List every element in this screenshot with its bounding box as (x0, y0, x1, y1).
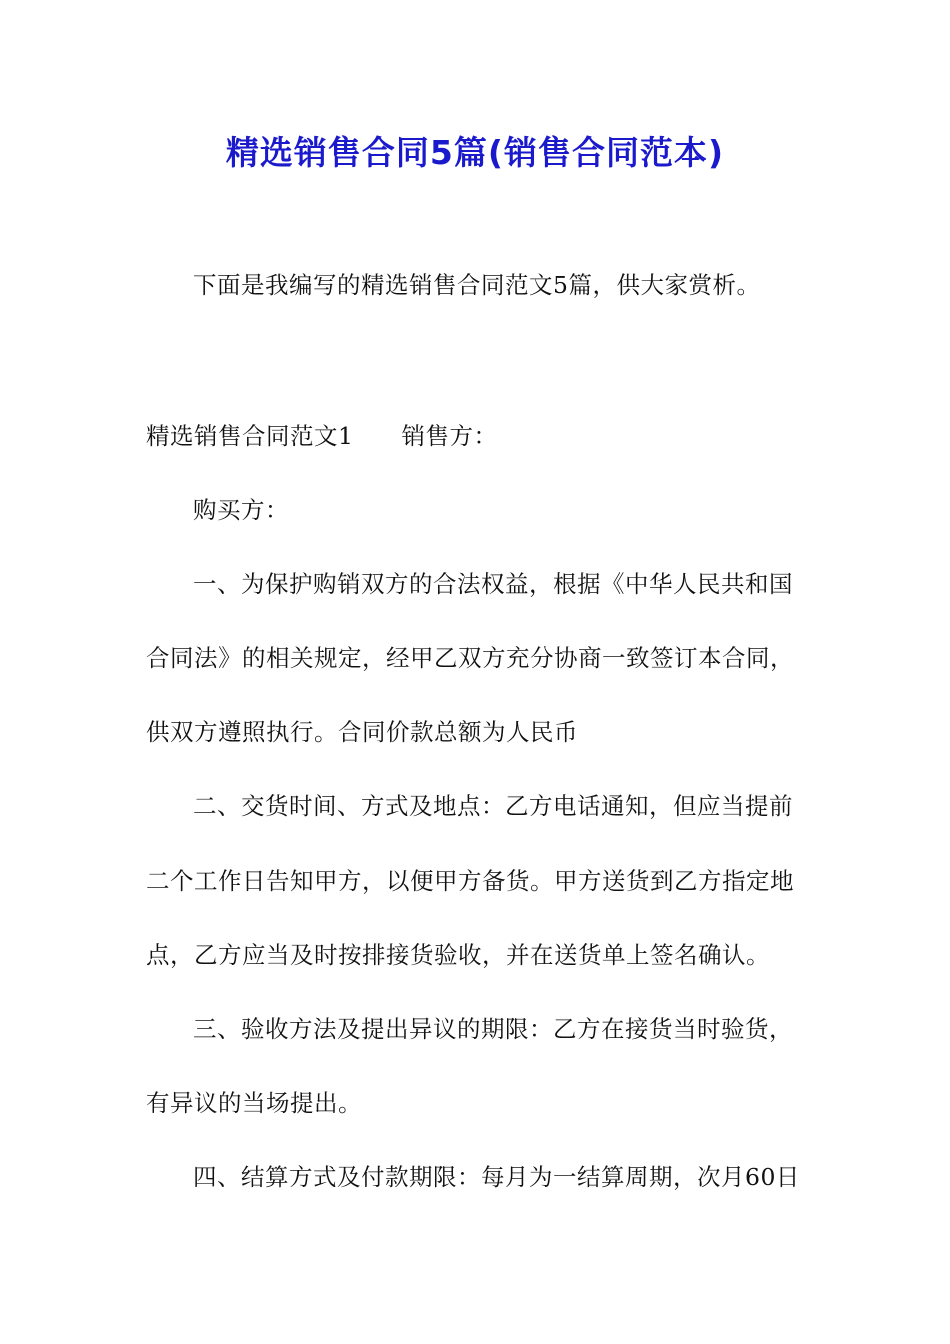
section-heading-line (146, 416, 806, 456)
text-line-7: 三、验收方法及提出异议的期限：乙方在接货当时验货， (193, 1015, 793, 1043)
document-title: 精选销售合同5篇(销售合同范本) (225, 133, 725, 172)
text-line-6: 点，乙方应当及时按排接货验收，并在送货单上签名确认。 (146, 941, 770, 969)
seller-label: 销售方： (401, 422, 498, 450)
text-line-5: 二个工作日告知甲方，以便甲方备货。甲方送货到乙方指定地 (146, 867, 794, 895)
text-line-3: 供双方遵照执行。合同价款总额为人民币 (146, 718, 578, 746)
text-line-8: 有异议的当场提出。 (146, 1089, 362, 1117)
text-line-4: 二、交货时间、方式及地点：乙方电话通知，但应当提前 (193, 792, 793, 820)
text-line-2: 合同法》的相关规定，经甲乙双方充分协商一致签订本合同， (146, 644, 794, 672)
text-line-9: 四、结算方式及付款期限：每月为一结算周期，次月60日 (193, 1163, 800, 1191)
text-line-1: 一、为保护购销双方的合法权益，根据《中华人民共和国 (193, 570, 793, 598)
section-heading: 精选销售合同范文1 (146, 422, 354, 450)
intro-paragraph: 下面是我编写的精选销售合同范文5篇，供大家赏析。 (193, 271, 761, 299)
buyer-label: 购买方： (193, 496, 289, 524)
